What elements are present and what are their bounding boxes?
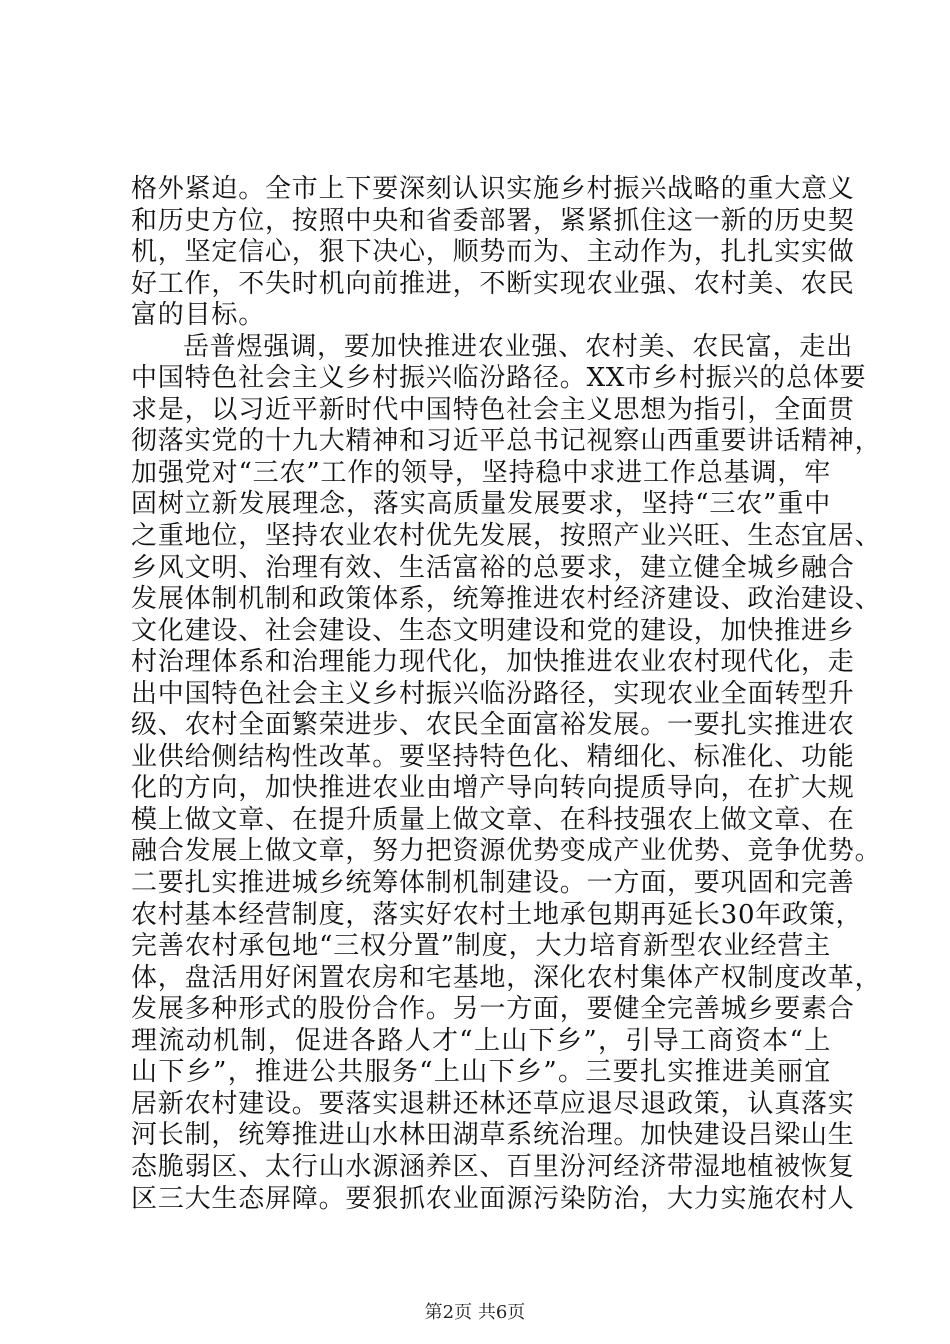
text-line: 加强党对“三农”工作的领导，坚持稳中求进工作总基调，牢 [131,457,831,488]
text-line: 发展体制机制和政策体系，统筹推进农村经济建设、政治建设、 [131,584,882,615]
text-line: 发展多种形式的股份合作。另一方面，要健全完善城乡要素合 [131,994,855,1025]
text-line: 体，盘活用好闲置农房和宅基地，深化农村集体产权制度改革， [131,962,882,993]
text-line: 业供给侧结构性改革。要坚持特色化、精细化、标准化、功能 [131,741,855,772]
text-line: 富的目标。 [131,300,266,331]
text-line: 模上做文章、在提升质量上做文章、在科技强农上做文章、在 [131,804,855,835]
text-line: 格外紧迫。全市上下要深刻认识实施乡村振兴战略的重大意义 [131,174,855,204]
text-line: 河长制，统筹推进山水林田湖草系统治理。加快建设吕梁山生 [131,1120,855,1151]
text-line: 中国特色社会主义乡村振兴临汾路径。XX市乡村振兴的总体要 [131,363,867,394]
text-line: 固树立新发展理念，落实高质量发展要求，坚持“三农”重中 [131,489,831,520]
text-line: 乡风文明、治理有效、生活富裕的总要求，建立健全城乡融合 [131,552,855,583]
text-line: 二要扎实推进城乡统筹体制机制建设。一方面，要巩固和完善 [131,868,855,899]
text-line: 融合发展上做文章，努力把资源优势变成产业优势、竞争优势。 [131,836,882,867]
text-line: 岳普煜强调，要加快推进农业强、农村美、农民富，走出 [183,331,854,362]
paragraph-2 [131,331,882,1215]
text-line: 山下乡”，推进公共服务“上山下乡”。三要扎实推进美丽宜 [131,1057,831,1088]
text-line: 出中国特色社会主义乡村振兴临汾路径，实现农业全面转型升 [131,678,855,709]
page-number-footer: 第2页 共6页 [424,1302,526,1323]
text-line: 求是，以习近平新时代中国特色社会主义思想为指引，全面贯 [131,394,855,425]
text-line: 村治理体系和治理能力现代化，加快推进农业农村现代化，走 [131,647,855,678]
text-line: 好工作，不失时机向前推进，不断实现农业强、农村美、农民 [131,268,855,299]
text-line: 化的方向，加快推进农业由增产导向转向提质导向，在扩大规 [131,773,855,804]
text-line: 区三大生态屏障。要狠抓农业面源污染防治，大力实施农村人 [131,1183,855,1214]
text-line: 农村基本经营制度，落实好农村土地承包期再延长30年政策， [131,899,863,930]
text-line: 理流动机制，促进各路人才“上山下乡”，引导工商资本“上 [131,1025,831,1056]
text-line: 级、农村全面繁荣进步、农民全面富裕发展。一要扎实推进农 [131,710,855,741]
paragraph-1 [131,174,855,332]
text-line: 彻落实党的十九大精神和习近平总书记视察山西重要讲话精神， [131,426,882,457]
text-line: 之重地位，坚持农业农村优先发展，按照产业兴旺、生态宜居、 [131,521,882,552]
text-line: 和历史方位，按照中央和省委部署，紧紧抓住这一新的历史契 [131,205,855,236]
text-line: 居新农村建设。要落实退耕还林还草应退尽退政策，认真落实 [131,1088,855,1119]
text-line: 机，坚定信心，狠下决心，顺势而为、主动作为，扎扎实实做 [131,237,855,268]
text-line: 态脆弱区、太行山水源涵养区、百里汾河经济带湿地植被恢复 [131,1151,855,1182]
document-body [131,174,882,1215]
text-line: 完善农村承包地“三权分置”制度，大力培育新型农业经营主 [131,931,831,962]
text-line: 文化建设、社会建设、生态文明建设和党的建设，加快推进乡 [131,615,855,646]
